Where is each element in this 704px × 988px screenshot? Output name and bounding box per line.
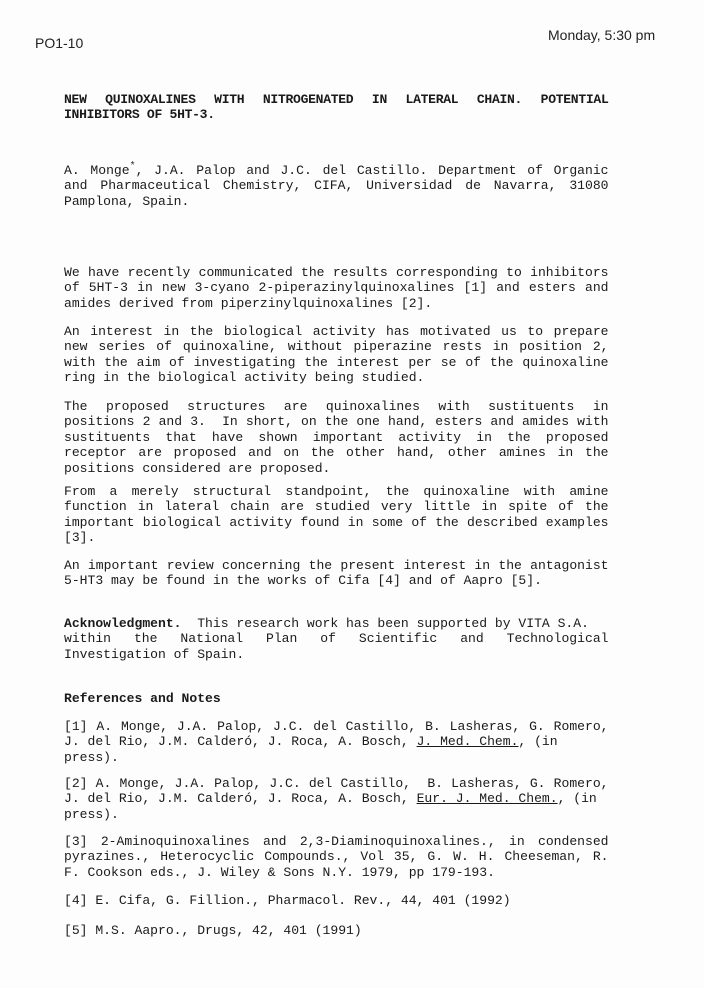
text-line [64,616,609,631]
text-segment: J. del Rio, J.M. Calderó, J. Roca, A. Bosch, [64,734,417,750]
text-segment: The proposed structures are quinoxalines with sustituents in [64,399,609,414]
text-segment: sustituents that have shown important activity in the proposed [64,429,609,445]
text-line [64,791,609,806]
text-line [64,414,609,429]
intro-paragraph [64,265,609,311]
text-line [64,558,609,573]
text-segment: receptor are proposed and on the other hand, other amines in the [64,445,609,461]
text-segment: positions considered are proposed. [64,460,331,476]
text-segment: pyrazines., Heterocyclic Compounds., Vol 35, G. W. H. Cheeseman, R. [64,849,609,865]
text-line [64,776,609,791]
text-line [64,484,609,499]
text-segment: 5-HT3 may be found in the works of Cifa [4] and of Aapro [5]. [64,573,542,589]
text-line [64,296,609,311]
text-line [64,631,609,646]
text-line [64,399,609,414]
references-heading [64,691,609,706]
text-line [64,324,609,339]
text-segment: new series of quinoxaline, without piperazine rests in position 2, [64,339,609,355]
text-segment: ring in the biological activity being studied. [64,370,425,386]
authors-affiliation [64,163,609,209]
affiliation-line: and Pharmaceutical Chemistry, CIFA, Universidad de Navarra, 31080 [64,178,609,194]
text-line [64,499,609,514]
reference-1 [64,719,609,765]
bold-text: References and Notes [64,691,221,706]
text-line [64,515,609,530]
text-segment: , (in [557,791,597,807]
reference-4 [64,893,609,908]
reference-3 [64,834,609,880]
text-segment: [3]. [64,530,96,546]
bold-text: Acknowledgment. [64,616,182,631]
text-line [64,530,609,545]
text-segment: [4] E. Cifa, G. Fillion., Pharmacol. Rev., 44, 401 (1992) [64,893,511,908]
text-line [64,734,609,749]
corresponding-asterisk: * [129,161,136,173]
text-line [64,445,609,460]
text-segment: Investigation of Spain. [64,646,245,662]
structures-paragraph [64,399,609,476]
authors-line [64,163,609,178]
text-line [64,893,609,908]
text-line [64,355,609,370]
acknowledgment-paragraph [64,616,609,662]
text-segment: of 5HT-3 in new 3-cyano 2-piperazinylquinoxalines [1] and esters and [64,280,609,296]
text-line [64,750,609,765]
reference-2 [64,776,609,822]
text-segment: function in lateral chain are studied very little in spite of the [64,499,609,515]
journal-name: Eur. J. Med. Chem. [416,791,558,807]
text-segment: , (in [518,734,558,750]
text-segment: An interest in the biological activity has motivated us to prepare [64,324,609,339]
paper-code: PO1-10 [35,35,84,51]
text-segment: amides derived from piperzinylquinoxalines [2]. [64,295,433,311]
text-line [64,834,609,849]
title-line: INHIBITORS OF 5HT-3. [64,107,215,123]
text-segment: J. del Rio, J.M. Calderó, J. Roca, A. Bosch, [64,791,417,807]
text-line [64,691,609,706]
text-segment: An important review concerning the present interest in the antagonist [64,558,609,573]
text-line [64,265,609,280]
text-segment: We have recently communicated the results corresponding to inhibitors [64,265,609,280]
text-line [64,719,609,734]
text-segment: [3] 2-Aminoquinoxalines and 2,3-Diaminoquinoxalines., in condensed [64,834,609,849]
text-line [64,923,609,938]
standpoint-paragraph [64,484,609,546]
review-paragraph [64,558,609,589]
text-segment: [1] A. Monge, J.A. Palop, J.C. del Castillo, B. Lasheras, G. Romero, [64,719,609,734]
text-segment: press). [64,806,119,822]
text-segment: with the aim of investigating the interest per se of the quinoxaline [64,354,609,370]
text-line [64,849,609,864]
text-segment: This research work has been supported by VITA S.A. [181,616,589,631]
reference-5 [64,923,609,938]
text-segment: [5] M.S. Aapro., Drugs, 42, 401 (1991) [64,923,362,938]
text-line [64,573,609,588]
title-line: NEW QUINOXALINES WITH NITROGENATED IN LATERAL CHAIN. POTENTIAL [64,92,609,107]
text-line [64,461,609,476]
text-line [64,339,609,354]
text-segment: press). [64,749,119,765]
text-line [64,280,609,295]
text-line [64,430,609,445]
text-segment: [2] A. Monge, J.A. Palop, J.C. del Castillo, B. Lasheras, G. Romero, [64,776,609,791]
text-segment: From a merely structural standpoint, the quinoxaline with amine [64,484,609,499]
text-line [64,647,609,662]
journal-name: J. Med. Chem. [416,734,519,750]
text-line [64,807,609,822]
first-author: A. Monge [64,163,130,178]
text-line [64,865,609,880]
affiliation-line: Pamplona, Spain. [64,193,190,209]
text-segment: important biological activity found in some of the described examples [64,514,609,530]
paper-title [64,92,609,123]
authors-rest: , J.A. Palop and J.C. del Castillo. Department of Organic [135,163,609,178]
text-segment: F. Cookson eds., J. Wiley & Sons N.Y. 1979, pp 179-193. [64,864,495,880]
session-time: Monday, 5:30 pm [548,27,656,43]
motivation-paragraph [64,324,609,386]
text-line [64,370,609,385]
text-segment: within the National Plan of Scientific and Technological [64,631,609,647]
text-segment: positions 2 and 3. In short, on the one hand, esters and amides with [64,414,609,430]
